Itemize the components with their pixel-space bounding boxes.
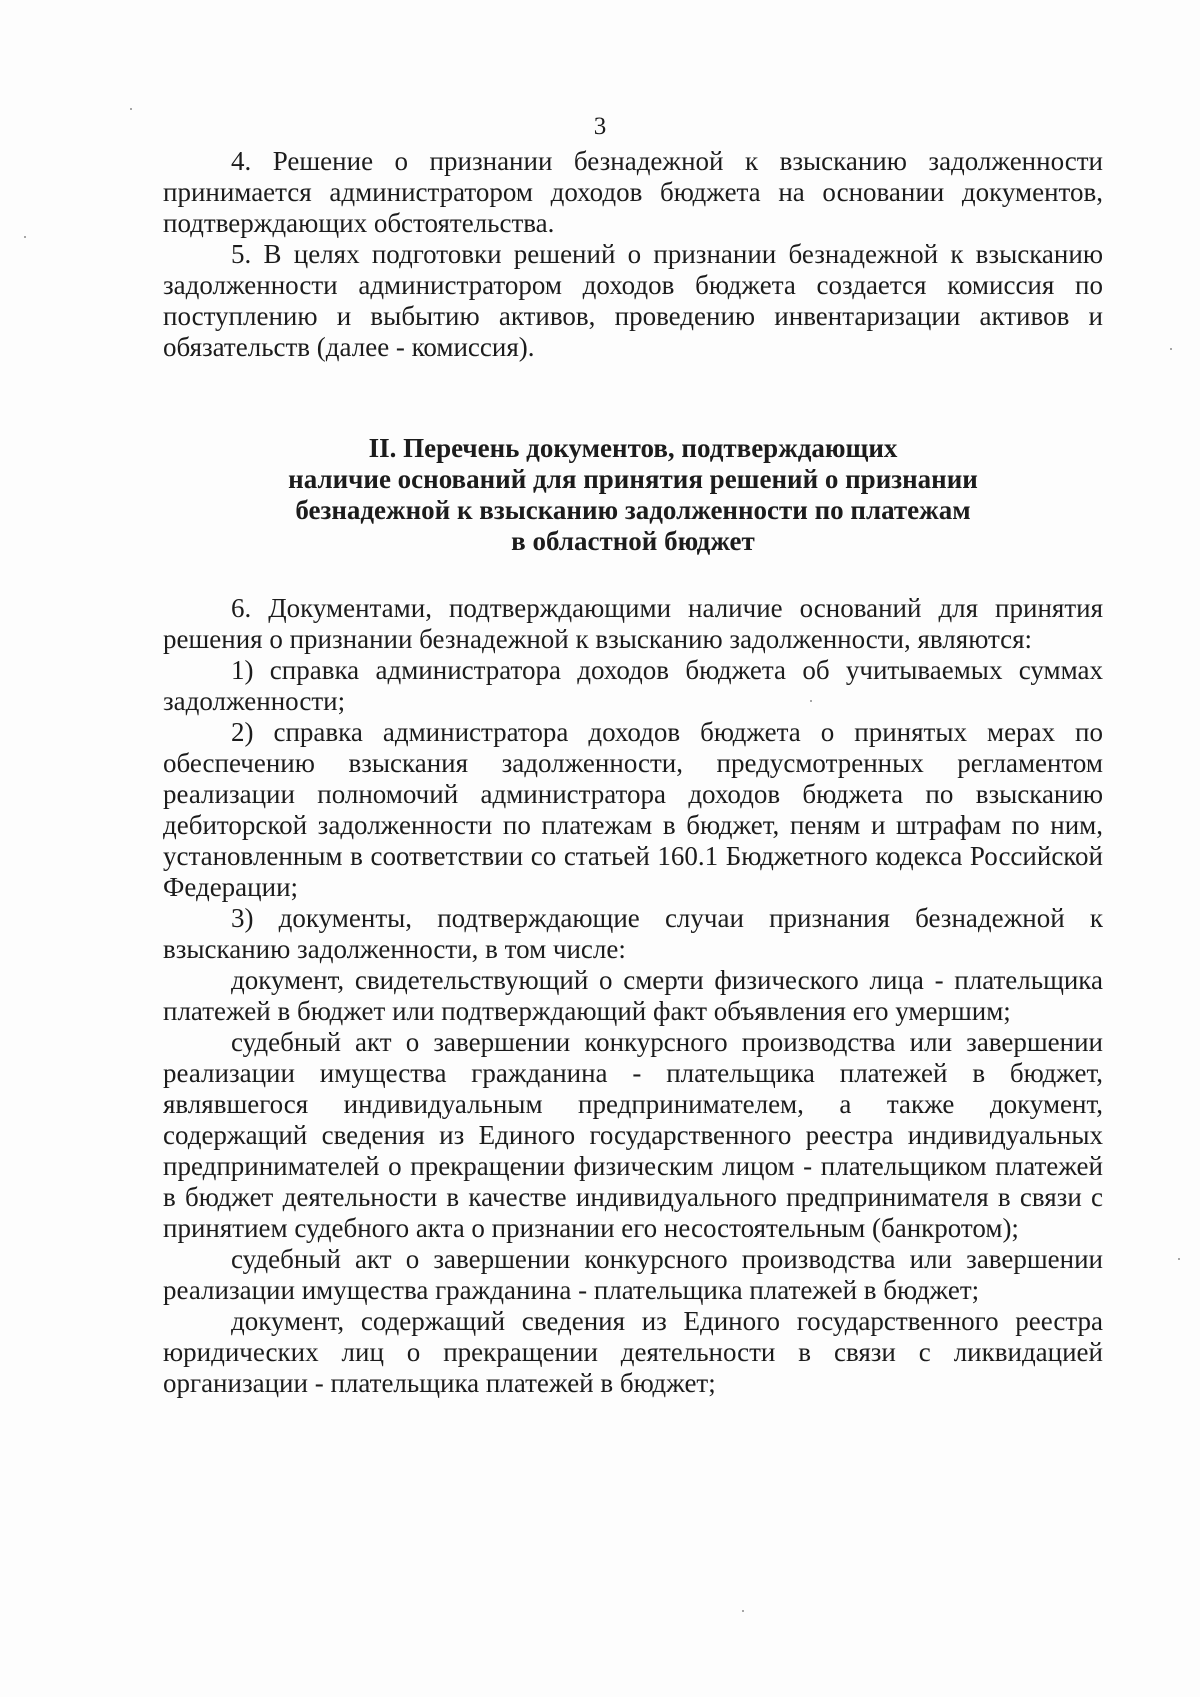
top-paragraphs <box>163 146 1103 363</box>
paragraph-4: 4. Решение о признании безнадежной к взысканию задолженности принимается администратором доходов бюджета на основании документов, подтверждающих обстоятельства. <box>163 146 1103 238</box>
sub-item-bankruptcy-citizen: судебный акт о завершении конкурсного производства или завершении реализации имущества гражданина - плательщика платежей в бюджет; <box>163 1244 1103 1305</box>
scan-speck <box>1178 1258 1180 1260</box>
section-heading-line: безнадежной к взысканию задолженности по платежам <box>295 495 971 525</box>
section-heading-line: наличие оснований для принятия решений о признании <box>288 464 978 494</box>
main-paragraphs <box>163 593 1103 1399</box>
scan-speck <box>742 1610 744 1612</box>
scan-speck <box>1170 348 1172 350</box>
sub-item-liquidation: документ, содержащий сведения из Единого государственного реестра юридических лиц о прекращении деятельности в связи с ликвидацией организации - плательщика платежей в бюджет; <box>163 1306 1103 1398</box>
list-item-2: 2) справка администратора доходов бюджета о принятых мерах по обеспечению взыскания задолженности, предусмотренных регламентом реализации полномочий администратора доходов бюджета по взысканию дебиторской задолженности по платежам в бюджет, пеням и штрафам по ним, установленным в соответствии со статьей 160.1 Бюджетного кодекса Российской Федерации; <box>163 717 1103 902</box>
section-heading <box>163 433 1103 557</box>
list-item-3: 3) документы, подтверждающие случаи признания безнадежной к взысканию задолженности, в том числе: <box>163 903 1103 964</box>
sub-item-death-document: документ, свидетельствующий о смерти физического лица - плательщика платежей в бюджет или подтверждающий факт объявления его умершим; <box>163 965 1103 1026</box>
paragraph-6: 6. Документами, подтверждающими наличие оснований для принятия решения о признании безнадежной к взысканию задолженности, являются: <box>163 593 1103 654</box>
sub-item-bankruptcy-entrepreneur: судебный акт о завершении конкурсного производства или завершении реализации имущества гражданина - плательщика платежей в бюджет, являвшегося индивидуальным предпринимателем, а также документ, содержащий сведения из Единого государственного реестра индивидуальных предпринимателей о прекращении физическим лицом - плательщиком платежей в бюджет деятельности в качестве индивидуального предпринимателя в связи с принятием судебного акта о признании его несостоятельным (банкротом); <box>163 1027 1103 1243</box>
scan-speck <box>130 108 132 110</box>
scan-speck <box>810 700 812 702</box>
list-item-1: 1) справка администратора доходов бюджета об учитываемых суммах задолженности; <box>163 655 1103 716</box>
page-number: 3 <box>593 113 607 140</box>
paragraph-5: 5. В целях подготовки решений о признании безнадежной к взысканию задолженности администратором доходов бюджета создается комиссия по поступлению и выбытию активов, проведению инвентаризации активов и обязательств (далее - комиссия). <box>163 239 1103 362</box>
section-heading-line: в областной бюджет <box>511 526 755 556</box>
scan-speck <box>24 236 26 238</box>
section-heading-line: II. Перечень документов, подтверждающих <box>368 433 898 463</box>
